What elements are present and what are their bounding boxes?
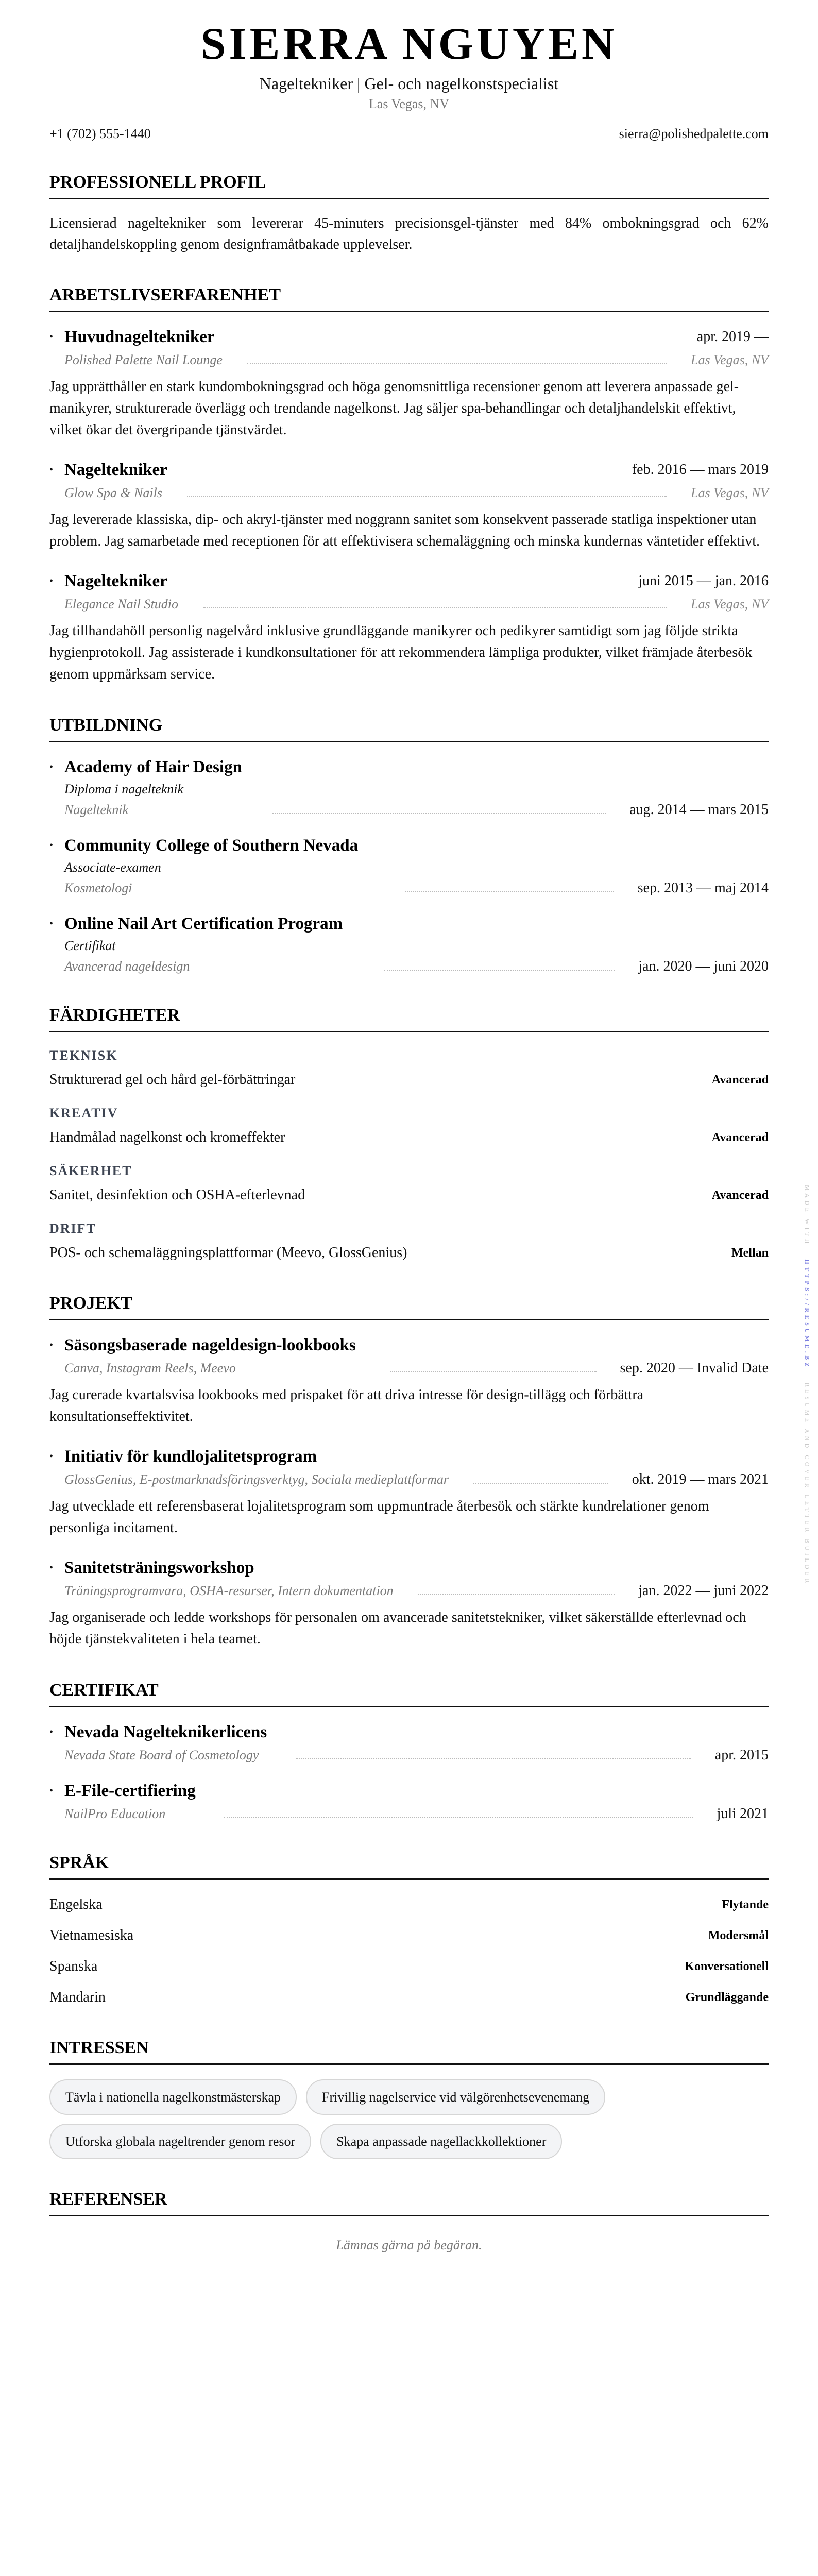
language-level: Modersmål bbox=[708, 1929, 769, 1942]
bullet-icon: • bbox=[49, 575, 54, 587]
experience-item bbox=[49, 571, 769, 685]
language-item bbox=[49, 1987, 769, 2008]
skill-group bbox=[49, 1105, 769, 1148]
job-title: Nageltekniker bbox=[64, 461, 167, 479]
interest-tag: Frivillig nagelservice vid välgörenhetsevenemang bbox=[306, 2079, 605, 2115]
experience-item bbox=[49, 327, 769, 441]
job-location: Las Vegas, NV bbox=[691, 597, 769, 612]
watermark-prefix: MADE WITH bbox=[804, 1185, 811, 1246]
bullet-icon: • bbox=[49, 331, 54, 343]
interest-tag: Utforska globala nageltrender genom resor bbox=[49, 2124, 311, 2159]
watermark-suffix: RESUME AND COVER LETTER BUILDER bbox=[804, 1382, 811, 1586]
email-address[interactable]: sierra@polishedpalette.com bbox=[619, 126, 769, 141]
dotted-leader bbox=[272, 813, 606, 814]
job-location: Las Vegas, NV bbox=[691, 352, 769, 367]
skills-section bbox=[49, 1005, 769, 1263]
job-description: Jag tillhandahöll personlig nagelvård inklusive grundläggande manikyrer och pedikyrer samtidigt som jag följde strikta hygienprotokoll. Jag assisterade i kundkonsultationer för att rekommendera lämpliga produkter, vilket främjade återbesök genom uppmärksam service. bbox=[49, 623, 753, 682]
project-tech: GlossGenius, E-postmarknadsföringsverktyg, Sociala medieplattformar bbox=[64, 1472, 449, 1487]
language-item bbox=[49, 1956, 769, 1977]
education-item bbox=[49, 757, 769, 819]
language-name: Spanska bbox=[49, 1958, 98, 1974]
project-title: Initiativ för kundlojalitetsprogram bbox=[64, 1447, 317, 1466]
experience-list bbox=[49, 327, 769, 685]
certificate-issuer: NailPro Education bbox=[64, 1806, 166, 1821]
education-item bbox=[49, 913, 769, 975]
job-date: juni 2015 — jan. 2016 bbox=[638, 573, 769, 589]
section-heading: REFERENSER bbox=[49, 2189, 769, 2216]
field-of-study: Kosmetologi bbox=[64, 880, 132, 895]
project-description: Jag curerade kvartalsvisa lookbooks med prispaket för att driva intresse för design-tillägg och förbättra konsultationseffektivitet. bbox=[49, 1387, 644, 1425]
certificate-title: Nevada Nagelteknikerlicens bbox=[64, 1723, 267, 1741]
skill-group bbox=[49, 1162, 769, 1206]
interests-section bbox=[49, 2038, 769, 2159]
certificates-section bbox=[49, 1680, 769, 1823]
bullet-icon: • bbox=[49, 1340, 54, 1351]
skill-category: KREATIV bbox=[49, 1106, 118, 1121]
project-description: Jag organiserade och ledde workshops för personalen om avancerade sanitetstekniker, vilket säkerställde efterlevnad och höjde tjänstekvaliteten i hela teamet. bbox=[49, 1609, 746, 1647]
education-date: jan. 2020 — juni 2020 bbox=[638, 958, 769, 974]
dotted-leader bbox=[390, 1371, 597, 1372]
skill-category: DRIFT bbox=[49, 1221, 96, 1236]
job-date: feb. 2016 — mars 2019 bbox=[632, 462, 769, 478]
dotted-leader bbox=[203, 607, 667, 608]
references-note: Lämnas gärna på begäran. bbox=[336, 2238, 482, 2252]
school-name: Academy of Hair Design bbox=[64, 758, 242, 776]
projects-list bbox=[49, 1335, 769, 1650]
company-name: Polished Palette Nail Lounge bbox=[64, 352, 223, 367]
job-title: Nageltekniker bbox=[64, 572, 167, 590]
field-of-study: Nagelteknik bbox=[64, 802, 129, 817]
profile-section bbox=[49, 172, 769, 255]
skill-name: Sanitet, desinfektion och OSHA-efterlevnad bbox=[49, 1187, 305, 1203]
bullet-icon: • bbox=[49, 1785, 54, 1797]
job-location: Las Vegas, NV bbox=[691, 485, 769, 500]
dotted-leader bbox=[418, 1594, 615, 1595]
section-heading: FÄRDIGHETER bbox=[49, 1005, 769, 1032]
languages-section bbox=[49, 1853, 769, 2008]
degree: Diploma i nagelteknik bbox=[64, 782, 184, 796]
project-title: Sanitetsträningsworkshop bbox=[64, 1558, 254, 1577]
skills-list bbox=[49, 1047, 769, 1263]
school-name: Online Nail Art Certification Program bbox=[64, 914, 343, 933]
section-heading: ARBETSLIVSERFARENHET bbox=[49, 285, 769, 312]
project-tech: Träningsprogramvara, OSHA-resurser, Intern dokumentation bbox=[64, 1583, 394, 1598]
builder-watermark bbox=[803, 1185, 811, 1586]
degree: Certifikat bbox=[64, 938, 116, 953]
skill-level: Mellan bbox=[731, 1246, 769, 1260]
dotted-leader bbox=[187, 496, 667, 497]
project-date: sep. 2020 — Invalid Date bbox=[620, 1360, 769, 1376]
experience-item bbox=[49, 460, 769, 552]
job-description: Jag levererade klassiska, dip- och akryl-tjänster med noggrann sanitet som konsekvent passerade statliga inspektioner utan problem. Jag samarbetade med receptionen för att effektivisera schemaläggning och minska kundernas väntetider effektivt. bbox=[49, 512, 760, 549]
experience-section bbox=[49, 285, 769, 685]
company-name: Glow Spa & Nails bbox=[64, 485, 162, 500]
bullet-icon: • bbox=[49, 1451, 54, 1462]
project-item bbox=[49, 1446, 769, 1539]
education-date: aug. 2014 — mars 2015 bbox=[629, 802, 769, 818]
project-date: okt. 2019 — mars 2021 bbox=[632, 1471, 769, 1487]
skill-level: Avancerad bbox=[711, 1131, 769, 1144]
language-name: Vietnamesiska bbox=[49, 1927, 134, 1943]
skill-level: Avancerad bbox=[711, 1073, 769, 1087]
education-date: sep. 2013 — maj 2014 bbox=[637, 880, 769, 896]
interest-tag: Tävla i nationella nagelkonstmästerskap bbox=[49, 2079, 297, 2115]
section-heading: PROJEKT bbox=[49, 1293, 769, 1320]
interest-tags bbox=[49, 2079, 668, 2159]
field-of-study: Avancerad nageldesign bbox=[64, 959, 190, 974]
skill-name: POS- och schemaläggningsplattformar (Meevo, GlossGenius) bbox=[49, 1245, 407, 1261]
job-description: Jag upprätthåller en stark kundombokningsgrad och höga genomsnittliga recensioner genom att leverera anpassade gel-manikyrer, strukturerade överlägg och trendande nagelkonst. Jag säljer spa-behandlingar och detaljhandelskit effektivt, vilket ökar det övergripande tjänstvärdet. bbox=[49, 379, 739, 438]
school-name: Community College of Southern Nevada bbox=[64, 836, 359, 855]
certificate-item bbox=[49, 1781, 769, 1823]
certificate-title: E-File-certifiering bbox=[64, 1782, 196, 1800]
language-name: Engelska bbox=[49, 1896, 103, 1912]
bullet-icon: • bbox=[49, 1726, 54, 1738]
certificate-item bbox=[49, 1722, 769, 1764]
job-title: Huvudnageltekniker bbox=[64, 328, 215, 346]
job-date: apr. 2019 — bbox=[696, 329, 769, 345]
dotted-leader bbox=[384, 970, 615, 971]
references-section bbox=[49, 2189, 769, 2256]
interest-tag: Skapa anpassade nagellackkollektioner bbox=[320, 2124, 562, 2159]
section-heading: INTRESSEN bbox=[49, 2038, 769, 2065]
degree: Associate-examen bbox=[64, 860, 161, 875]
project-tech: Canva, Instagram Reels, Meevo bbox=[64, 1361, 236, 1376]
contact-row bbox=[49, 126, 769, 142]
company-name: Elegance Nail Studio bbox=[64, 597, 178, 612]
languages-list bbox=[49, 1894, 769, 2008]
phone-number[interactable]: +1 (702) 555-1440 bbox=[49, 126, 151, 141]
language-name: Mandarin bbox=[49, 1989, 106, 2005]
bullet-icon: • bbox=[49, 840, 54, 851]
skill-group bbox=[49, 1220, 769, 1263]
skill-level: Avancerad bbox=[711, 1189, 769, 1202]
project-item bbox=[49, 1335, 769, 1428]
project-title: Säsongsbaserade nageldesign-lookbooks bbox=[64, 1336, 356, 1354]
project-item bbox=[49, 1557, 769, 1650]
bullet-icon: • bbox=[49, 761, 54, 773]
profile-summary: Licensierad nageltekniker som levererar 45-minuters precisionsgel-tjänster med 84% ombokningsgrad och 62% detaljhandelskoppling genom designframåtbakade upplevelser. bbox=[49, 215, 769, 252]
job-subtitle: Nageltekniker | Gel- och nagelkonstspecialist bbox=[259, 74, 559, 93]
skill-category: SÄKERHET bbox=[49, 1163, 132, 1178]
section-heading: UTBILDNING bbox=[49, 715, 769, 742]
dotted-leader bbox=[296, 1758, 691, 1759]
watermark-link[interactable]: HTTPS://RESUME.BZ bbox=[804, 1259, 811, 1370]
language-item bbox=[49, 1925, 769, 1946]
candidate-name: SIERRA NGUYEN bbox=[200, 19, 618, 69]
project-date: jan. 2022 — juni 2022 bbox=[638, 1583, 769, 1599]
section-heading: CERTIFIKAT bbox=[49, 1680, 769, 1707]
language-level: Konversationell bbox=[685, 1960, 769, 1973]
education-list bbox=[49, 757, 769, 975]
certificate-date: apr. 2015 bbox=[714, 1747, 769, 1763]
skill-name: Handmålad nagelkonst och kromeffekter bbox=[49, 1129, 285, 1145]
skill-group bbox=[49, 1047, 769, 1090]
bullet-icon: • bbox=[49, 464, 54, 476]
certificate-date: juli 2021 bbox=[717, 1806, 769, 1822]
skill-category: TEKNISK bbox=[49, 1048, 118, 1063]
language-level: Flytande bbox=[722, 1898, 769, 1911]
language-level: Grundläggande bbox=[685, 1991, 769, 2004]
bullet-icon: • bbox=[49, 918, 54, 929]
dotted-leader bbox=[224, 1817, 693, 1818]
language-item bbox=[49, 1894, 769, 1915]
header-location: Las Vegas, NV bbox=[368, 96, 450, 111]
section-heading: PROFESSIONELL PROFIL bbox=[49, 172, 769, 199]
projects-section bbox=[49, 1293, 769, 1650]
bullet-icon: • bbox=[49, 1562, 54, 1573]
dotted-leader bbox=[247, 363, 667, 364]
certificates-list bbox=[49, 1722, 769, 1823]
dotted-leader bbox=[405, 891, 614, 892]
project-description: Jag utvecklade ett referensbaserat lojalitetsprogram som uppmuntrade återbesök och stärkte kundrelationer genom personliga incitament. bbox=[49, 1498, 709, 1536]
education-section bbox=[49, 715, 769, 975]
dotted-leader bbox=[473, 1483, 608, 1484]
education-item bbox=[49, 835, 769, 897]
certificate-issuer: Nevada State Board of Cosmetology bbox=[64, 1748, 259, 1762]
section-heading: SPRÅK bbox=[49, 1853, 769, 1880]
skill-name: Strukturerad gel och hård gel-förbättringar bbox=[49, 1072, 296, 1088]
